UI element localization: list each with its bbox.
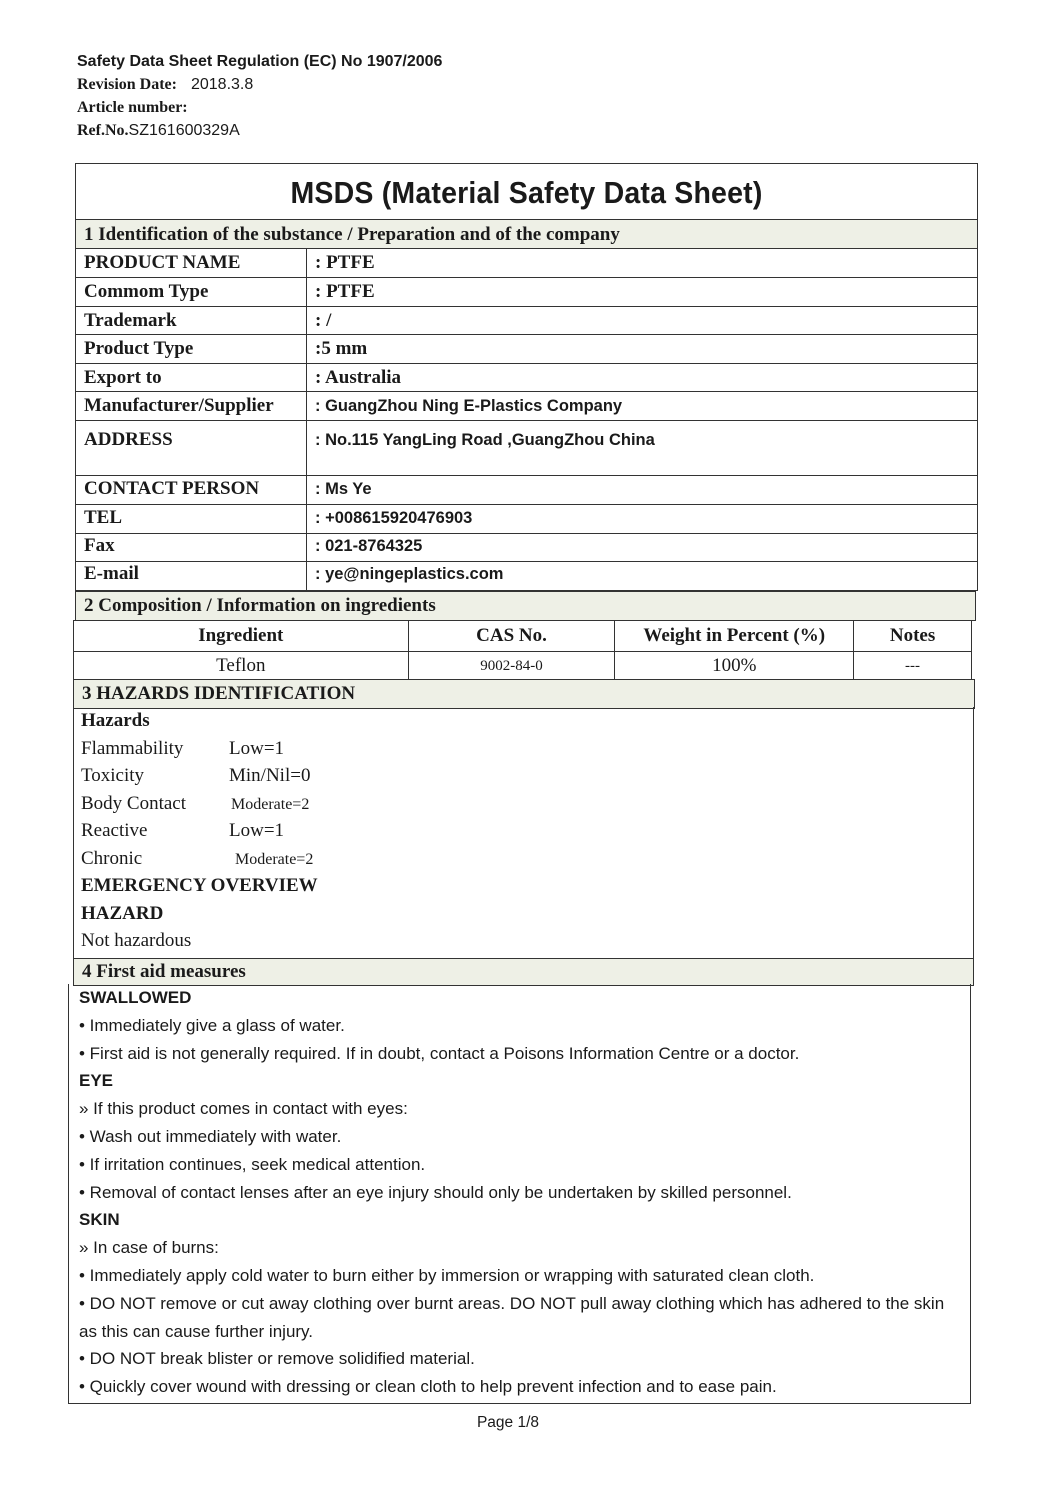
hazard-value: Low=1 xyxy=(229,820,285,841)
field-label: Commom Type xyxy=(76,278,307,306)
hazard-item xyxy=(81,817,973,845)
field-value: : 021-8764325 xyxy=(315,537,423,555)
hazard-label: Reactive xyxy=(81,820,148,841)
hazard-label: Toxicity xyxy=(81,765,145,786)
field-value: : / xyxy=(315,310,332,331)
document-header xyxy=(77,50,442,142)
hazards-body xyxy=(73,707,974,960)
revision-date-label: Revision Date: xyxy=(77,76,177,93)
first-aid-item: » If this product comes in contact with eyes: xyxy=(79,1099,408,1119)
field-label: Trademark xyxy=(76,307,307,334)
hazard-item xyxy=(81,790,973,818)
ref-number xyxy=(77,119,442,142)
hazard-value: Low=1 xyxy=(229,737,285,759)
first-aid-item: • Quickly cover wound with dressing or clean cloth to help prevent infection and to ease pain. xyxy=(79,1377,777,1397)
section-4-heading: 4 First aid measures xyxy=(73,958,974,986)
revision-date-value: 2018.3.8 xyxy=(190,76,254,93)
field-label: TEL xyxy=(76,505,307,533)
revision-date xyxy=(77,73,442,96)
article-number-label: Article number: xyxy=(77,99,188,116)
field-label: E-mail xyxy=(76,562,307,590)
hazard-value: Moderate=2 xyxy=(231,795,310,813)
hazard-item xyxy=(81,845,973,873)
title-box xyxy=(75,163,978,220)
field-label: Product Type xyxy=(76,335,307,363)
column-header-weight: Weight in Percent (%) xyxy=(615,621,854,652)
first-aid-item: • DO NOT break blister or remove solidified material. xyxy=(79,1349,475,1369)
section-1-heading: 1 Identification of the substance / Preparation and of the company xyxy=(75,219,978,249)
hazard-value: Not hazardous xyxy=(81,930,192,951)
table-row xyxy=(75,562,978,591)
first-aid-item: • If irritation continues, seek medical attention. xyxy=(79,1154,426,1174)
section-3-heading: 3 HAZARDS IDENTIFICATION xyxy=(73,679,975,709)
first-aid-item: • Removal of contact lenses after an eye injury should only be undertaken by skilled personnel. xyxy=(79,1182,792,1202)
table-row xyxy=(75,476,978,505)
skin-title: SKIN xyxy=(79,1210,120,1230)
first-aid-item: • Wash out immediately with water. xyxy=(79,1126,342,1146)
notes-cell: --- xyxy=(854,652,972,681)
emergency-overview-title: EMERGENCY OVERVIEW xyxy=(81,875,318,896)
hazard-label: Chronic xyxy=(81,847,143,869)
cas-cell: 9002-84-0 xyxy=(408,652,615,681)
table-row xyxy=(75,249,978,278)
field-value: : GuangZhou Ning E-Plastics Company xyxy=(315,397,623,415)
page-title: MSDS (Material Safety Data Sheet) xyxy=(290,175,763,210)
hazard-item xyxy=(81,762,973,790)
column-header-notes: Notes xyxy=(854,621,972,652)
first-aid-item: • DO NOT remove or cut away clothing over burnt areas. DO NOT pull away clothing which has adhered to the skin as this can cause further injury. xyxy=(79,1293,945,1341)
swallowed-title: SWALLOWED xyxy=(79,988,192,1007)
weight-cell: 100% xyxy=(615,652,854,681)
hazard-value: Moderate=2 xyxy=(235,850,314,868)
regulation-text: Safety Data Sheet Regulation (EC) No 1907/2006 xyxy=(77,53,443,70)
ingredient-cell: Teflon xyxy=(74,652,409,681)
email-value: : ye@ningeplastics.com xyxy=(315,565,504,583)
hazards-title: Hazards xyxy=(81,710,150,731)
field-label: CONTACT PERSON xyxy=(76,476,307,504)
field-value: : No.115 YangLing Road ,GuangZhou China xyxy=(315,431,655,449)
field-label: Export to xyxy=(76,364,307,391)
first-aid-item: » In case of burns: xyxy=(79,1238,219,1258)
eye-title: EYE xyxy=(79,1071,114,1091)
field-value: : Australia xyxy=(315,367,402,388)
first-aid-item: • Immediately apply cold water to burn either by immersion or wrapping with saturated clean cloth. xyxy=(79,1265,815,1285)
page-number: Page 1/8 xyxy=(476,1414,540,1431)
field-label: Fax xyxy=(76,534,307,561)
table-row xyxy=(75,278,978,307)
first-aid-item: • First aid is not generally required. If in doubt, contact a Poisons Information Centre or a doctor. xyxy=(79,1043,800,1063)
hazard-item xyxy=(81,735,973,763)
composition-table xyxy=(73,620,972,681)
first-aid-item: • Immediately give a glass of water. xyxy=(79,1015,345,1035)
table-row xyxy=(75,392,978,421)
field-value: : Ms Ye xyxy=(315,480,372,498)
field-value: : +008615920476903 xyxy=(315,509,473,527)
hazard-value: Min/Nil=0 xyxy=(229,765,311,786)
table-row xyxy=(75,534,978,562)
ref-number-value: SZ161600329A xyxy=(128,122,240,139)
field-value: : PTFE xyxy=(315,281,375,302)
field-label: Manufacturer/Supplier xyxy=(76,392,307,420)
table-row xyxy=(74,652,972,681)
field-value: :5 mm xyxy=(315,338,368,359)
column-header-cas: CAS No. xyxy=(408,621,615,652)
first-aid-body xyxy=(68,984,971,1404)
field-label: PRODUCT NAME xyxy=(76,249,307,277)
table-row xyxy=(75,364,978,392)
field-value: : PTFE xyxy=(315,252,375,273)
hazard-label: Flammability xyxy=(81,737,184,759)
section-2-heading: 2 Composition / Information on ingredients xyxy=(75,591,976,621)
table-header-row xyxy=(74,621,972,652)
field-label: ADDRESS xyxy=(76,421,307,475)
table-row xyxy=(75,335,978,364)
hazard-title: HAZARD xyxy=(81,902,164,924)
ref-number-label: Ref.No. xyxy=(77,122,129,139)
table-row xyxy=(75,505,978,534)
table-row xyxy=(75,421,978,476)
hazard-label: Body Contact xyxy=(81,792,187,814)
column-header-ingredient: Ingredient xyxy=(74,621,409,652)
table-row xyxy=(75,307,978,335)
